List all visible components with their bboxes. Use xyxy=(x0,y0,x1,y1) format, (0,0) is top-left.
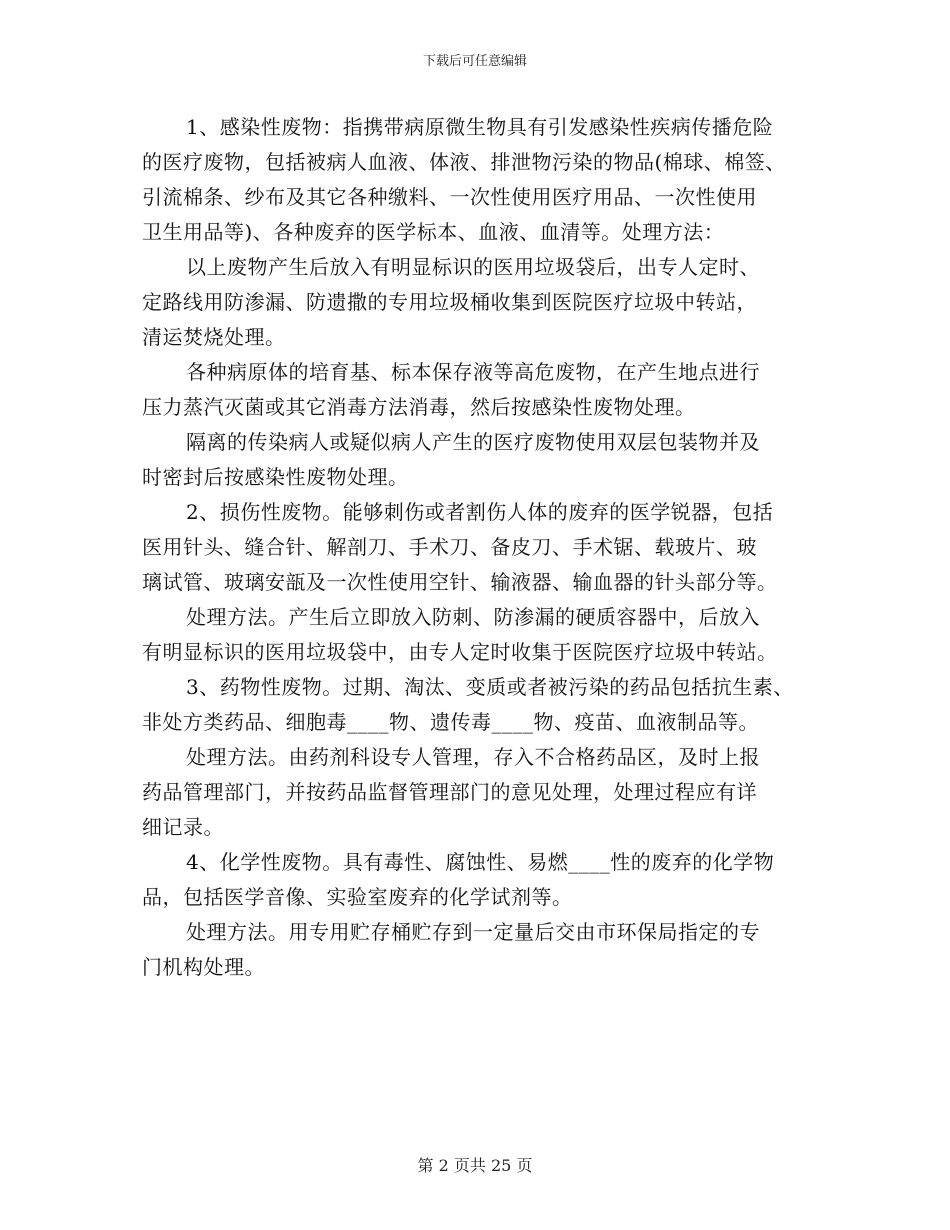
paragraph-line: 隔离的传染病人或疑似病人产生的医疗废物使用双层包装物并及 xyxy=(186,430,760,454)
paragraph-line: 引流棉条、纱布及其它各种缴料、一次性使用医疗用品、一次性使用 xyxy=(142,185,757,209)
paragraph-line: 2、损伤性废物。能够刺伤或者割伤人体的废弃的医学锐器，包括 xyxy=(186,500,774,524)
paragraph-line: 的医疗废物，包括被病人血液、体液、排泄物污染的物品(棉球、棉签、 xyxy=(142,150,786,174)
paragraph-line: 1、感染性废物：指携带病原微生物具有引发感染性疾病传播危险 xyxy=(186,115,774,139)
paragraph-line: 卫生用品等)、各种废弃的医学标本、血液、血清等。处理方法： xyxy=(142,220,725,244)
document-body xyxy=(142,110,822,985)
paragraph-line: 药品管理部门，并按药品监督管理部门的意见处理，处理过程应有详 xyxy=(142,780,757,804)
paragraph-line: 医用针头、缝合针、解剖刀、手术刀、备皮刀、手术锯、载玻片、玻 xyxy=(142,535,757,559)
paragraph-line: 压力蒸汽灭菌或其它消毒方法消毒，然后按感染性废物处理。 xyxy=(142,395,696,419)
paragraph-line: 清运焚烧处理。 xyxy=(142,325,286,349)
page-header: 下载后可任意编辑 xyxy=(422,54,527,69)
paragraph-line: 非处方类药品、细胞毒____物、遗传毒____物、疫苗、血液制品等。 xyxy=(142,710,759,734)
page-footer: 第 2 页共 25 页 xyxy=(417,1156,533,1175)
paragraph-line: 以上废物产生后放入有明显标识的医用垃圾袋后，出专人定时、 xyxy=(186,255,760,279)
paragraph-line: 璃试管、玻璃安瓿及一次性使用空针、输液器、输血器的针头部分等。 xyxy=(142,570,778,594)
paragraph-line: 4、化学性废物。具有毒性、腐蚀性、易燃____性的废弃的化学物 xyxy=(186,850,775,874)
paragraph-line: 各种病原体的培育基、标本保存液等高危废物，在产生地点进行 xyxy=(186,360,760,384)
paragraph-line: 门机构处理。 xyxy=(142,955,265,979)
paragraph-line: 3、药物性废物。过期、淘汰、变质或者被污染的药品包括抗生素、 xyxy=(186,675,794,699)
paragraph-line: 处理方法。用专用贮存桶贮存到一定量后交由市环保局指定的专 xyxy=(186,920,760,944)
paragraph-line: 有明显标识的医用垃圾袋中，由专人定时收集于医院医疗垃圾中转站。 xyxy=(142,640,778,664)
paragraph-line: 品，包括医学音像、实验室废弃的化学试剂等。 xyxy=(142,885,573,909)
paragraph-line: 定路线用防渗漏、防遗撒的专用垃圾桶收集到医院医疗垃圾中转站， xyxy=(142,290,757,314)
paragraph-line: 处理方法。由药剂科设专人管理，存入不合格药品区，及时上报 xyxy=(186,745,760,769)
paragraph-line: 处理方法。产生后立即放入防刺、防渗漏的硬质容器中，后放入 xyxy=(186,605,760,629)
paragraph-line: 细记录。 xyxy=(142,815,224,839)
paragraph-line: 时密封后按感染性废物处理。 xyxy=(142,465,409,489)
